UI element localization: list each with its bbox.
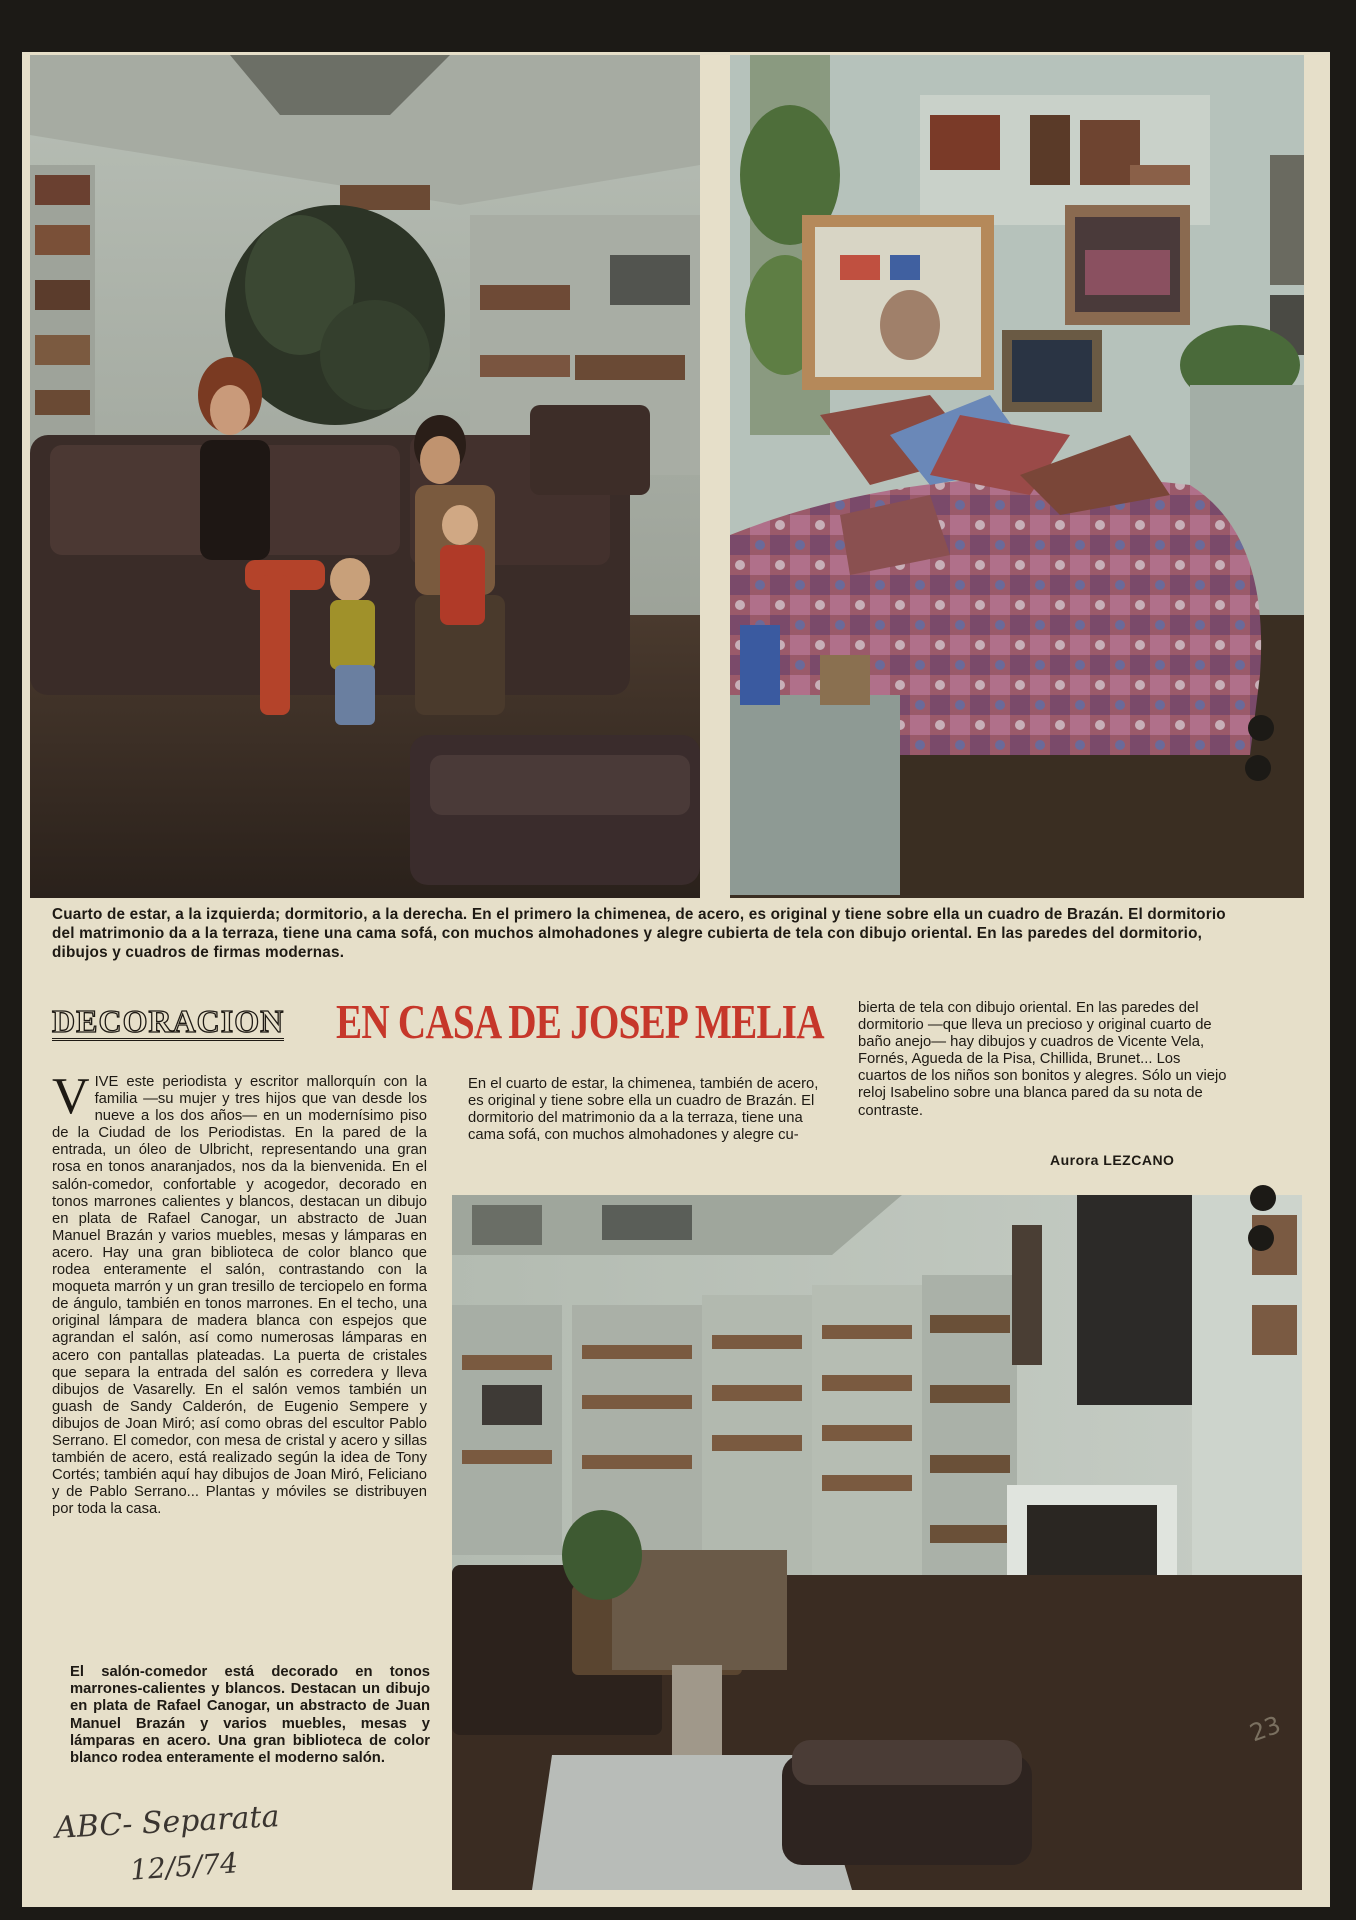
punch-hole [1248,1225,1274,1251]
top-photo-caption: Cuarto de estar, a la izquierda; dormitorio, a la derecha. En el primero la chimenea, de acero, es original y tiene sobre ella un cuadro de Brazán. El dormitorio del matrimonio da a la terraza, tiene una cama sofá, con muchos almohadones y alegre cubierta de tela con dibujo oriental. En las paredes del dormitorio, dibujos y cuadros de firmas modernas. [52,906,1226,961]
article-column-1: VIVE este periodista y escritor mallorquín con la familia —su mujer y tres hijos que van desde los nueve a los dos años— en un modernísimo piso de la Ciudad de los Periodistas. En la pared de la entrada, un óleo de Ulbricht, representando una gran rosa en tonos anaranjados, nos da la bienvenida. En el salón-comedor, confortable y acogedor, decorado en tonos marrones calientes y blancos, destacan un dibujo en plata de Rafael Canogar, un abstracto de Juan Manuel Brazán y varios muebles, mesas y lámparas en acero. Hay una gran biblioteca de color blanco que rodea enteramente el salón, contrastando con la moqueta marrón y un gran tresillo de terciopelo en forma de ángulo, también en tonos marrones. En el techo, una original lámpara de madera blanca con espejos que agrandan el salón, así como numerosas lámparas en acero con pantallas plateadas. La puerta de cristales que separa la entrada del salón es corredera y lleva dibujos de Vasarelly. En el salón vemos también un guash de Sandy Calderón, de Eugenio Sempere y dibujos de Joan Miró; así como obras del escultor Pablo Serrano. El comedor, con mesa de cristal y acero y sillas también de acero, está realizado según la idea de Tony Cortés; también aquí hay dibujos de Joan Miró, Feliciano y de Pablo Serrano... Plantas y móviles se distribuyen por toda la casa. [52,1068,427,1518]
author-byline: Aurora LEZCANO [1050,1152,1175,1168]
article-column-3: bierta de tela con dibujo oriental. En las paredes del dormitorio —que lleva un precioso y original cuarto de baño anejo— hay dibujos y cuadros de Vicente Vela, Fornés, Agueda de la Pisa, Chillida, Brunet... Los cuartos de los niños son bonitos y alegres. Sólo un viejo reloj Isabelino sobre una blanca pared da su nota de contraste. [858,1000,1227,1119]
handwritten-date-note: 12/5/74 [128,1846,239,1887]
bedroom-photo [730,55,1304,898]
salon-comedor-photo [452,1195,1302,1890]
salon-photo-caption: El salón-comedor está decorado en tonos marrones-calientes y blancos. Destacan un dibujo en plata de Rafael Canogar, un abstracto de Juan Manuel Brazán y varios muebles, mesas y lámparas en acero. Una gran biblioteca de color blanco rodea enteramente el moderno salón. [70,1664,430,1767]
punch-hole [1250,1185,1276,1211]
punch-hole [1245,755,1271,781]
punch-hole [1248,715,1274,741]
section-label: DECORACION [52,1003,285,1039]
article-column-2: En el cuarto de estar, la chimenea, también de acero, es original y tiene sobre ella un cuadro de Brazán. El dormitorio del matrimonio da a la terraza, tiene una cama sofá, con muchos almohadones y alegre cu- [468,1076,819,1144]
handwritten-source-note: ABC- Separata [54,1799,281,1846]
article-headline: EN CASA DE JOSEP MELIA [336,994,824,1049]
page-number: 23 [1246,1710,1285,1748]
living-room-photo [30,55,700,898]
